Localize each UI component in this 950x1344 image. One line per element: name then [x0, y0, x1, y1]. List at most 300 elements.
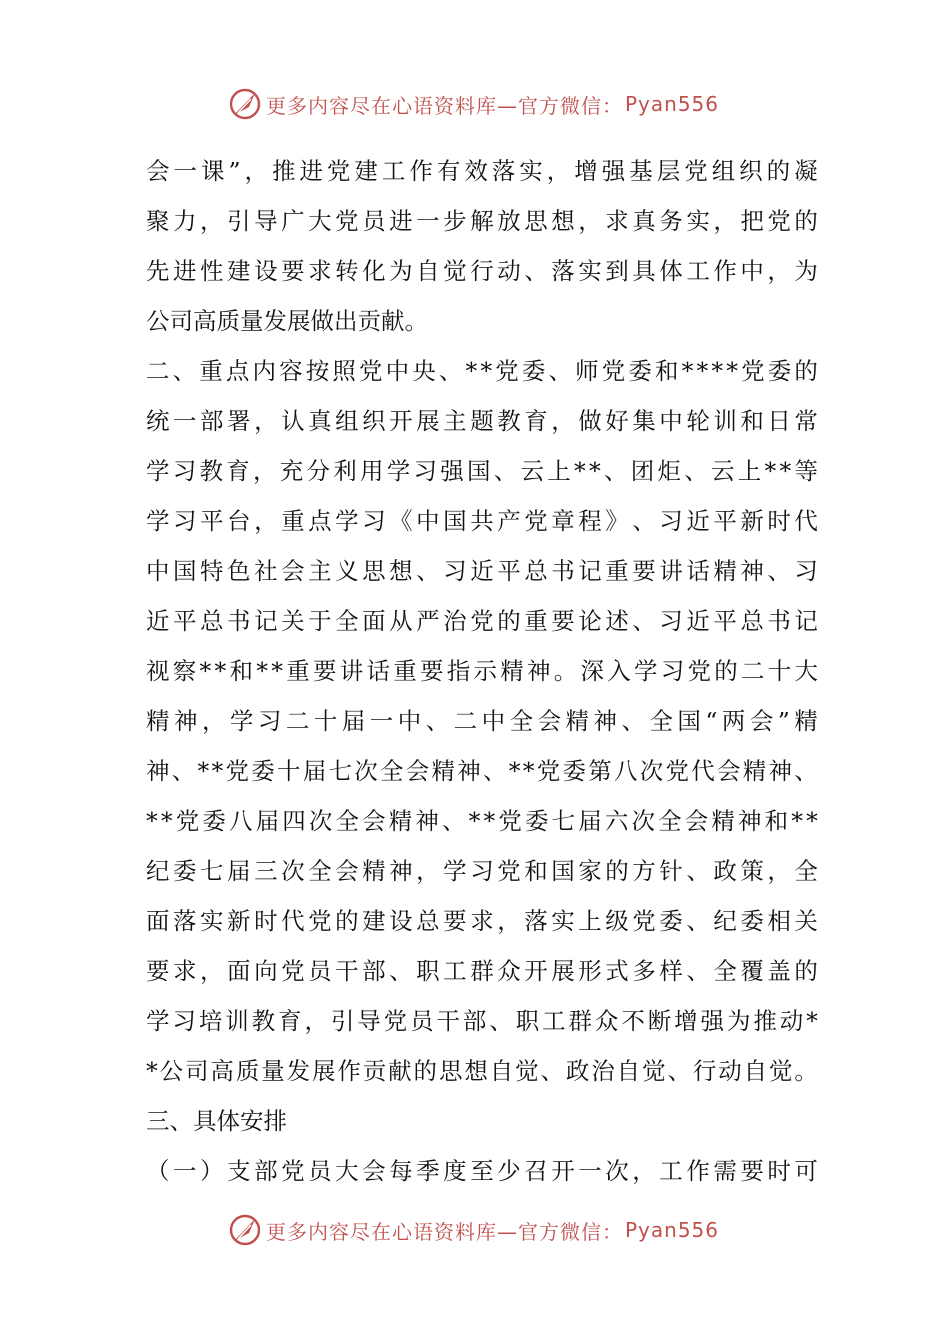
body-char: 等 — [794, 457, 818, 485]
body-char: 盖 — [767, 957, 791, 985]
body-char: * — [522, 757, 535, 785]
body-char: 讲 — [659, 557, 683, 585]
body-char: 神 — [768, 757, 792, 785]
body-char: 党 — [308, 907, 332, 935]
body-char: * — [197, 757, 210, 785]
body-char: 断 — [647, 1007, 672, 1035]
body-char: 精 — [565, 707, 590, 735]
body-char: 委 — [521, 357, 546, 385]
body-char: 落 — [551, 257, 575, 285]
body-char: 总 — [416, 907, 440, 935]
body-char: 作 — [713, 257, 737, 285]
body-char: 常 — [794, 407, 818, 435]
body-char: 和 — [740, 407, 764, 435]
body-char: 针 — [659, 857, 683, 885]
body-char: 质 — [235, 1057, 260, 1085]
body-char: 的 — [497, 607, 521, 635]
body-char: 神 — [415, 807, 439, 835]
body-char: 育 — [226, 457, 250, 485]
body-char: ） — [200, 1157, 224, 1185]
body-char: 习 — [659, 607, 683, 635]
body-char: 入 — [607, 657, 631, 685]
body-char: 工 — [542, 1007, 566, 1035]
body-char: 具 — [193, 1107, 217, 1135]
body-text-line — [146, 846, 818, 896]
body-char: 委 — [628, 357, 652, 385]
body-char: 习 — [659, 507, 683, 535]
body-char: 一 — [173, 157, 197, 185]
body-char: 求 — [605, 207, 629, 235]
body-char: 面 — [227, 957, 251, 985]
body-char: 日 — [767, 407, 791, 435]
body-char: 关 — [281, 607, 305, 635]
body-char: 精 — [146, 707, 170, 735]
body-char: 作 — [337, 1057, 361, 1085]
body-char: 党 — [470, 607, 494, 635]
body-char: 关 — [794, 907, 818, 935]
body-char: 代 — [281, 907, 305, 935]
body-char: 代 — [691, 757, 715, 785]
body-char: 职 — [416, 957, 440, 985]
body-char: 、 — [686, 957, 710, 985]
body-char: 觉 — [642, 1057, 666, 1085]
body-char: 党 — [665, 757, 689, 785]
body-char: 台 — [227, 507, 251, 535]
body-char: 神 — [173, 707, 198, 735]
body-char: 工 — [443, 957, 467, 985]
body-char: 要 — [551, 607, 575, 635]
body-char: 解 — [470, 207, 494, 235]
body-char: 一 — [578, 1157, 602, 1185]
body-char: 学 — [335, 507, 359, 535]
body-char: 开 — [389, 407, 413, 435]
body-char: 、 — [171, 757, 196, 785]
body-char: 精 — [500, 657, 524, 685]
body-char: 党 — [741, 357, 765, 385]
footer-watermark — [228, 1210, 719, 1250]
body-char: 家 — [578, 857, 602, 885]
body-char: 纪 — [146, 857, 170, 885]
body-char: 落 — [491, 157, 516, 185]
body-char: 部 — [462, 1007, 487, 1035]
body-char: * — [681, 357, 694, 385]
body-char: 共 — [470, 507, 494, 535]
body-char: 政 — [713, 857, 737, 885]
body-char: 发 — [263, 307, 287, 335]
body-char: 效 — [464, 157, 488, 185]
body-text-line — [146, 1096, 818, 1146]
body-char: 话 — [366, 657, 390, 685]
body-char: 想 — [464, 1057, 488, 1085]
body-char: 、 — [604, 457, 628, 485]
body-char: * — [483, 807, 496, 835]
body-char: 的 — [335, 907, 359, 935]
body-char: 转 — [335, 257, 359, 285]
body-char: 工 — [686, 257, 710, 285]
body-char: 引 — [227, 207, 251, 235]
body-char: 国 — [467, 457, 491, 485]
body-char: 、 — [632, 507, 656, 535]
body-char: 严 — [416, 607, 440, 635]
body-char: 的 — [794, 957, 818, 985]
body-char: 行 — [692, 1057, 717, 1085]
body-char: 中 — [740, 257, 764, 285]
body-char: 党 — [767, 207, 791, 235]
body-char: 先 — [146, 257, 170, 285]
body-char: 教 — [251, 1007, 276, 1035]
body-char: 平 — [713, 507, 737, 535]
body-char: 一 — [173, 407, 197, 435]
body-char: 培 — [198, 1007, 223, 1035]
body-char: 党 — [335, 207, 359, 235]
body-char: 书 — [767, 607, 791, 635]
body-char: * — [465, 357, 478, 385]
body-char: 、 — [483, 757, 507, 785]
body-char: 动 — [497, 257, 521, 285]
body-char: 主 — [308, 557, 332, 585]
body-char: 思 — [362, 557, 386, 585]
body-char: 要 — [281, 257, 305, 285]
body-char: 进 — [173, 257, 197, 285]
body-char: 会 — [405, 757, 430, 785]
body-char: ， — [244, 157, 268, 185]
body-char: 十 — [313, 707, 338, 735]
body-char: 要 — [740, 1157, 764, 1185]
body-char: 聚 — [146, 207, 170, 235]
body-char: 届 — [302, 757, 327, 785]
body-char: * — [214, 657, 227, 685]
body-char: 训 — [225, 1007, 249, 1035]
body-char: 时 — [767, 507, 791, 535]
body-char: 记 — [578, 557, 602, 585]
body-char: * — [696, 357, 709, 385]
body-char: 七 — [551, 807, 576, 835]
body-char: 面 — [362, 607, 386, 635]
body-char: 放 — [497, 207, 521, 235]
body-char: * — [711, 357, 724, 385]
body-char: 重 — [281, 507, 305, 535]
body-text-line — [146, 796, 818, 846]
body-char: * — [211, 757, 224, 785]
body-char: 织 — [739, 157, 763, 185]
body-char: 分 — [306, 457, 330, 485]
body-char: 设 — [254, 257, 278, 285]
body-char: 照 — [332, 357, 356, 385]
body-char: 时 — [254, 907, 278, 935]
body-char: 增 — [574, 157, 598, 185]
body-char: 设 — [389, 907, 413, 935]
body-char: 平 — [173, 607, 197, 635]
body-char: 组 — [335, 407, 359, 435]
body-char: 示 — [473, 657, 497, 685]
body-char: 学 — [146, 507, 170, 535]
body-text-line — [146, 296, 818, 346]
body-char: 部 — [362, 957, 386, 985]
body-char: 想 — [551, 207, 575, 235]
body-char: 二 — [453, 707, 478, 735]
body-char: 次 — [308, 807, 333, 835]
body-char: ， — [253, 457, 277, 485]
body-char: 作 — [409, 157, 433, 185]
body-char: 有 — [436, 157, 461, 185]
body-char: 大 — [794, 657, 818, 685]
body-char: “ — [705, 707, 718, 735]
body-char: 思 — [524, 207, 548, 235]
body-char: 大 — [308, 207, 332, 235]
body-char: 云 — [520, 457, 544, 485]
body-char: 三 — [146, 1107, 170, 1135]
body-char: 。 — [794, 1057, 818, 1085]
body-char: 精 — [431, 757, 455, 785]
body-char: 觉 — [443, 257, 467, 285]
body-text-line — [146, 946, 818, 996]
body-char: 排 — [263, 1107, 287, 1135]
body-char: 训 — [713, 407, 737, 435]
body-char: 的 — [714, 657, 738, 685]
body-char: 建 — [362, 907, 386, 935]
body-char: 党 — [684, 157, 708, 185]
body-char: * — [764, 457, 777, 485]
body-char: 论 — [578, 607, 602, 635]
body-char: 要 — [632, 557, 656, 585]
body-char: 求 — [470, 907, 494, 935]
body-char: 职 — [515, 1007, 540, 1035]
body-char: 记 — [794, 607, 818, 635]
body-char: 众 — [497, 957, 521, 985]
body-char: 贡 — [362, 1057, 387, 1085]
body-char: 全 — [335, 607, 359, 635]
watermark-account: Pyan556 — [625, 1218, 720, 1242]
body-char: 方 — [632, 857, 656, 885]
body-char: 神 — [738, 807, 762, 835]
body-char: 时 — [767, 1157, 791, 1185]
body-char: 全 — [794, 857, 818, 885]
body-char: 公 — [159, 1057, 184, 1085]
body-char: 、 — [767, 557, 791, 585]
body-char: 、 — [524, 257, 548, 285]
body-char: ， — [254, 407, 278, 435]
watermark-text: 更多内容尽在心语资料库—官方微信： — [266, 93, 623, 118]
body-char: 做 — [310, 307, 334, 335]
body-char: 思 — [438, 1057, 463, 1085]
body-char: 轮 — [686, 407, 710, 435]
body-char: 党 — [281, 1157, 305, 1185]
body-char: ， — [201, 707, 226, 735]
body-char: 导 — [357, 1007, 381, 1035]
body-char: ， — [254, 507, 278, 535]
body-char: 会 — [717, 757, 741, 785]
body-char: 求 — [308, 257, 332, 285]
body-char: 学 — [634, 657, 658, 685]
body-char: 党 — [632, 907, 656, 935]
body-char: 特 — [200, 557, 224, 585]
body-char: ， — [578, 207, 602, 235]
body-char: 为 — [726, 1007, 751, 1035]
body-char: 重 — [393, 657, 417, 685]
body-char: 学 — [146, 457, 170, 485]
body-text-line — [146, 1146, 818, 1196]
body-char: 第 — [588, 757, 612, 785]
body-char: 十 — [277, 757, 301, 785]
body-char: 党 — [536, 757, 561, 785]
body-char: 习 — [172, 1007, 196, 1035]
body-char: （ — [146, 1157, 170, 1185]
body-char: 重 — [199, 357, 223, 385]
body-char: 真 — [632, 207, 656, 235]
body-char: 中 — [385, 357, 410, 385]
body-char: 习 — [173, 507, 197, 535]
body-char: 次 — [605, 1157, 629, 1185]
body-char: 、 — [442, 807, 466, 835]
body-char: 委 — [173, 857, 197, 885]
body-char: 强 — [440, 457, 464, 485]
body-char: 展 — [551, 957, 575, 985]
body-char: 容 — [279, 357, 303, 385]
body-char: 近 — [146, 607, 170, 635]
body-char: 委 — [202, 807, 226, 835]
body-char: 群 — [470, 957, 494, 985]
body-char: * — [256, 657, 268, 685]
body-char: * — [791, 807, 803, 835]
body-char: 级 — [605, 907, 629, 935]
body-char: 好 — [605, 407, 629, 435]
body-char: 神 — [740, 557, 764, 585]
body-char: 干 — [436, 1007, 460, 1035]
body-char: 平 — [713, 607, 737, 635]
body-char: 。 — [404, 307, 428, 335]
body-char: 实 — [686, 207, 710, 235]
body-char: 上 — [547, 457, 571, 485]
body-char: 全 — [308, 857, 332, 885]
body-text-line — [146, 696, 818, 746]
body-char: * — [806, 807, 818, 835]
body-char: 委 — [767, 357, 792, 385]
body-char: 会 — [537, 707, 562, 735]
body-char: 程 — [578, 507, 602, 535]
body-char: 安 — [240, 1107, 264, 1135]
body-text-line — [146, 746, 818, 796]
body-char: 把 — [740, 207, 764, 235]
body-char: 党 — [601, 357, 626, 385]
body-char: 三 — [254, 857, 278, 885]
body-char: ” — [228, 157, 241, 185]
body-char: 产 — [497, 507, 521, 535]
body-char: 届 — [227, 857, 251, 885]
body-char: 组 — [711, 157, 736, 185]
body-char: 学 — [146, 1007, 170, 1035]
body-char: 式 — [605, 957, 629, 985]
body-char: 全 — [713, 957, 737, 985]
body-char: 代 — [794, 507, 818, 535]
body-char: 工 — [381, 157, 406, 185]
body-char: 基 — [629, 157, 653, 185]
body-char: 炬 — [657, 457, 681, 485]
body-char: 为 — [794, 257, 818, 285]
body-char: 委 — [659, 907, 683, 935]
body-char: * — [146, 1057, 158, 1085]
body-char: 需 — [713, 1157, 737, 1185]
body-char: 体 — [216, 1107, 240, 1135]
body-char: 国 — [551, 857, 575, 885]
body-char: 众 — [594, 1007, 619, 1035]
body-char: 会 — [362, 1157, 386, 1185]
body-char: 要 — [146, 957, 170, 985]
body-char: 、 — [438, 357, 463, 385]
body-char: 二 — [285, 707, 310, 735]
body-char: 到 — [605, 257, 629, 285]
body-char: 推 — [271, 157, 296, 185]
body-char: ， — [497, 907, 521, 935]
body-char: 近 — [470, 557, 494, 585]
body-char: 展 — [416, 407, 440, 435]
body-char: 次 — [631, 807, 655, 835]
body-char: ， — [304, 1007, 328, 1035]
body-char: 做 — [578, 407, 602, 435]
body-text-line — [146, 396, 818, 446]
body-char: 织 — [362, 407, 386, 435]
body-char: 觉 — [769, 1057, 793, 1085]
body-char: 内 — [252, 357, 276, 385]
body-char: 会 — [684, 807, 709, 835]
body-char: 届 — [578, 807, 602, 835]
body-char: 自 — [416, 257, 440, 285]
body-char: 进 — [389, 207, 413, 235]
body-char: 部 — [254, 1157, 278, 1185]
body-char: 会 — [749, 707, 774, 735]
body-char: 国 — [443, 507, 467, 535]
body-char: 学 — [443, 857, 467, 885]
body-char: 员 — [362, 207, 386, 235]
body-char: ， — [632, 1157, 656, 1185]
body-char: 部 — [200, 407, 224, 435]
document-body — [146, 146, 818, 1196]
body-char: 团 — [630, 457, 655, 485]
body-char: 精 — [713, 557, 737, 585]
body-char: 八 — [614, 757, 638, 785]
body-char: 和 — [229, 657, 253, 685]
body-char: 要 — [313, 657, 337, 685]
body-char: 习 — [413, 457, 437, 485]
quill-logo-icon — [228, 87, 262, 121]
body-char: 质 — [216, 307, 240, 335]
body-char: 党 — [497, 857, 521, 885]
body-char: 一 — [173, 1157, 197, 1185]
body-char: 统 — [146, 407, 170, 435]
body-char: 自 — [743, 1057, 768, 1085]
body-char: 书 — [227, 607, 251, 635]
body-char: 习 — [362, 507, 386, 535]
body-char: 章 — [551, 507, 575, 535]
body-char: 实 — [578, 257, 602, 285]
body-char: 总 — [740, 607, 764, 635]
body-char: 动 — [779, 1007, 804, 1035]
body-char: 面 — [146, 907, 170, 935]
body-char: 求 — [173, 957, 197, 985]
body-char: 全 — [658, 807, 682, 835]
body-char: 四 — [282, 807, 306, 835]
body-char: 不 — [621, 1007, 645, 1035]
body-char: 党 — [495, 357, 519, 385]
body-char: 和 — [524, 857, 548, 885]
body-char: 觉 — [515, 1057, 539, 1085]
body-char: 中 — [416, 507, 440, 535]
body-char: 次 — [639, 757, 664, 785]
body-char: 重 — [524, 607, 548, 635]
body-char: 全 — [509, 707, 534, 735]
header-watermark — [228, 84, 719, 124]
body-char: 精 — [711, 807, 735, 835]
body-char: 展 — [287, 307, 311, 335]
